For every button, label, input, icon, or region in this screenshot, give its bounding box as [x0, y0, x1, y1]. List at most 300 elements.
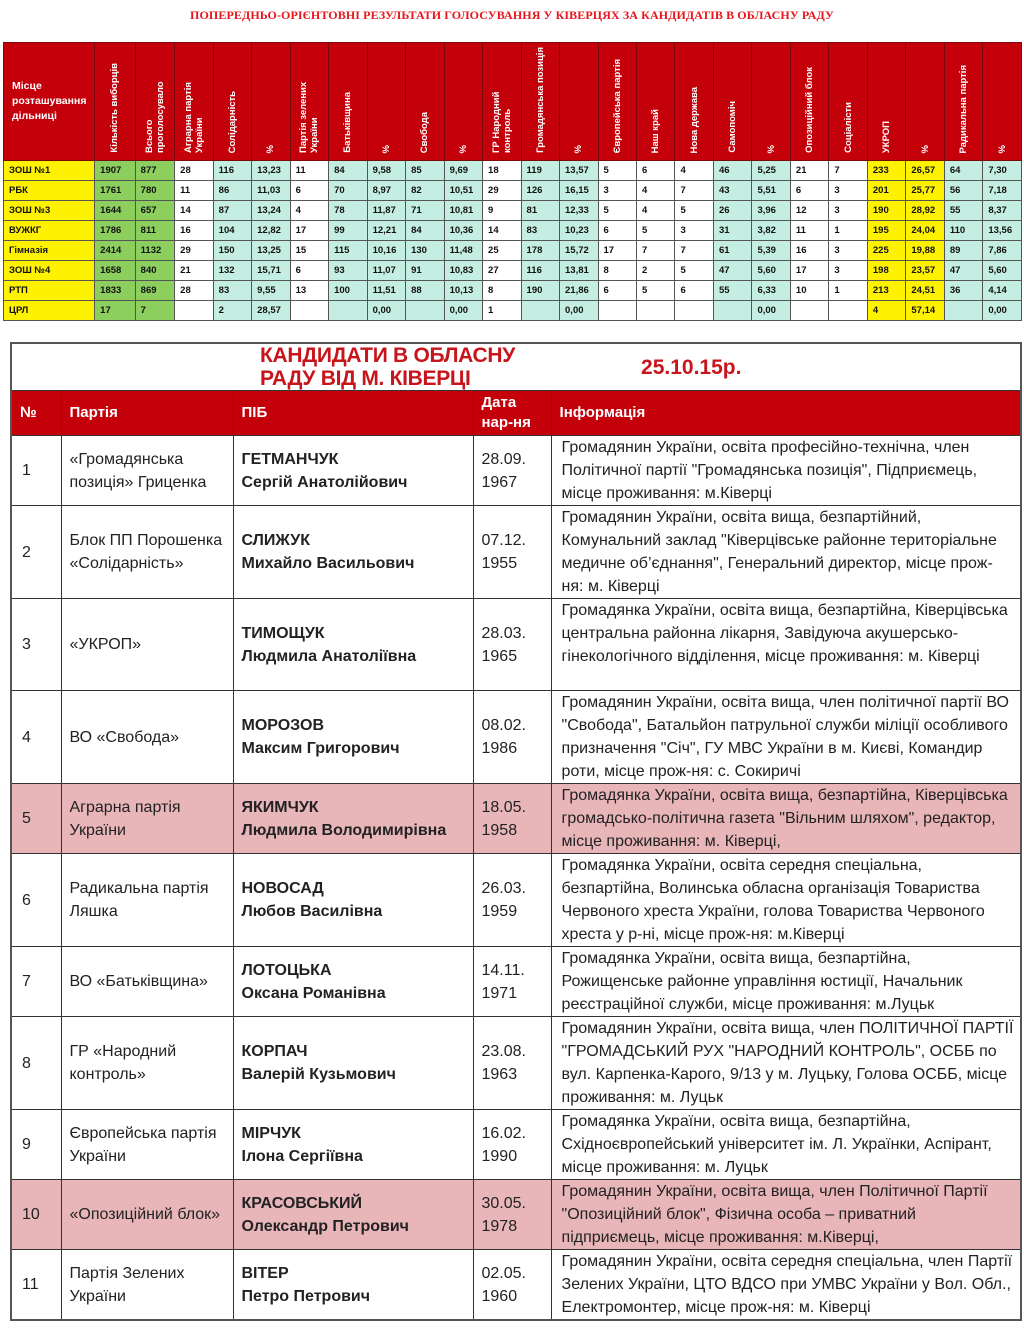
results-cell: 43	[713, 181, 751, 201]
results-cell: 29	[175, 241, 213, 261]
results-cell: 10,81	[444, 201, 482, 221]
polling-station-name: РТП	[4, 281, 95, 301]
results-cell: 78	[329, 201, 367, 221]
results-cell: 5,60	[752, 261, 790, 281]
candidate-dob: 28.09. 1967	[473, 436, 551, 506]
results-cell: 12,33	[560, 201, 598, 221]
results-cell: 61	[713, 241, 751, 261]
results-cell: 6	[290, 181, 328, 201]
results-header-label: Опозиційний блок	[804, 67, 816, 153]
results-header-label: ГР Народний контроль	[490, 91, 513, 153]
results-cell: 99	[329, 221, 367, 241]
candidate-surname: КРАСОВСЬКИЙ	[241, 1194, 363, 1212]
results-header-label: УКРОП	[881, 120, 893, 153]
page-title: ПОПЕРЕДНЬО-ОРІЄНТОВНІ РЕЗУЛЬТАТИ ГОЛОСУВАННЯ У КІВЕРЦЯХ ЗА КАНДИДАТІВ В ОБЛАСНУ РАДУ	[190, 8, 834, 22]
results-header-label: Аграрна партія України	[182, 82, 205, 153]
candidates-header-row	[11, 391, 1021, 436]
results-header-label: Партія зелених України	[298, 81, 321, 153]
results-row	[4, 181, 1022, 201]
results-cell: 195	[867, 221, 905, 241]
results-header-col	[95, 43, 136, 161]
results-cell: 840	[135, 261, 175, 281]
results-cell: 23,57	[906, 261, 944, 281]
results-cell: 811	[135, 221, 175, 241]
candidate-name	[233, 506, 473, 599]
candidate-party: Радикальна партія Ляшка	[61, 854, 233, 947]
results-cell: 4	[675, 161, 713, 181]
results-cell: 15	[290, 241, 328, 261]
results-cell: 27	[483, 261, 521, 281]
results-cell: 1833	[95, 281, 136, 301]
results-cell: 119	[521, 161, 559, 181]
results-cell: 24,51	[906, 281, 944, 301]
results-cell: 64	[944, 161, 982, 181]
results-cell: 10,13	[444, 281, 482, 301]
results-row	[4, 301, 1022, 321]
candidate-name	[233, 1017, 473, 1110]
results-cell	[329, 301, 367, 321]
candidate-surname: КОРПАЧ	[241, 1043, 308, 1060]
results-cell: 7,18	[983, 181, 1022, 201]
candidates-date	[551, 343, 1021, 391]
candidate-row	[11, 1250, 1021, 1321]
candidate-info: Громадянка України, освіта середня спеціальна, безпартійна, Волинська обласна організація Товариства Червоного хреста України, голова Товариства Червоного хреста у р-ні, місце прож-ня: м.Ківерці	[551, 854, 1021, 947]
results-cell: 9,55	[252, 281, 290, 301]
results-cell: 26,57	[906, 161, 944, 181]
candidate-given-names: Людмила Володимирівна	[241, 821, 447, 839]
results-header-label: %	[573, 144, 585, 153]
candidate-info: Громадянин України, освіта професійно-технічна, член Політичної партії "Громадянська позиція", Підприємець, місце проживання: м.Ківерці	[551, 436, 1021, 506]
results-cell: 21,86	[560, 281, 598, 301]
candidate-name	[233, 599, 473, 691]
results-cell: 5,25	[752, 161, 790, 181]
candidate-number: 11	[11, 1250, 61, 1321]
results-cell: 5,51	[752, 181, 790, 201]
results-cell	[406, 301, 444, 321]
candidate-row	[11, 947, 1021, 1017]
candidate-party: «УКРОП»	[61, 599, 233, 691]
results-cell: 198	[867, 261, 905, 281]
results-cell: 55	[944, 201, 982, 221]
header-name: ПІБ	[233, 391, 473, 436]
results-cell: 115	[329, 241, 367, 261]
results-cell: 25,77	[906, 181, 944, 201]
candidate-given-names: Оксана Романівна	[241, 984, 386, 1002]
results-cell: 150	[213, 241, 251, 261]
results-cell: 11	[290, 161, 328, 181]
candidate-info: Громадянин України, освіта вища, член політичної партії ВО "Свобода", Батальйон патрульної служби міліції особливого призначення "Січ", ГУ МВС України в м. Києві, Командир роти, місце прож-ня: с. Сокиричі	[551, 691, 1021, 784]
candidate-given-names: Олександр Петрович	[241, 1217, 409, 1235]
results-cell: 15,71	[252, 261, 290, 281]
results-cell: 130	[406, 241, 444, 261]
candidate-name	[233, 691, 473, 784]
results-table	[3, 42, 1022, 321]
results-cell	[290, 301, 328, 321]
results-header-label: Громадянська позиція	[534, 47, 546, 153]
candidate-dob: 07.12. 1955	[473, 506, 551, 599]
results-cell: 110	[944, 221, 982, 241]
results-cell: 1644	[95, 201, 136, 221]
results-cell: 104	[213, 221, 251, 241]
results-cell: 93	[329, 261, 367, 281]
results-cell: 5	[636, 281, 674, 301]
results-cell	[944, 301, 982, 321]
results-row	[4, 201, 1022, 221]
results-cell: 16,15	[560, 181, 598, 201]
results-cell: 877	[135, 161, 175, 181]
results-cell: 10	[790, 281, 828, 301]
results-cell: 13	[290, 281, 328, 301]
results-cell: 5	[636, 221, 674, 241]
polling-station-name: ЦРЛ	[4, 301, 95, 321]
results-cell: 8,97	[367, 181, 405, 201]
results-cell: 17	[95, 301, 136, 321]
results-cell: 21	[175, 261, 213, 281]
results-cell: 7,30	[983, 161, 1022, 181]
candidate-party: Європейська партія України	[61, 1110, 233, 1180]
results-row	[4, 161, 1022, 181]
candidate-name	[233, 784, 473, 854]
results-header-label: Соціалісти	[842, 102, 854, 153]
results-cell: 11	[175, 181, 213, 201]
results-cell: 19,88	[906, 241, 944, 261]
results-cell: 13,56	[983, 221, 1022, 241]
results-cell: 0,00	[983, 301, 1022, 321]
results-cell: 4,14	[983, 281, 1022, 301]
results-cell: 5,60	[983, 261, 1022, 281]
results-cell: 13,57	[560, 161, 598, 181]
results-cell: 116	[521, 261, 559, 281]
results-cell: 1786	[95, 221, 136, 241]
candidate-party: ВО «Батьківщина»	[61, 947, 233, 1017]
candidate-given-names: Сергій Анатолійович	[241, 473, 408, 491]
candidate-info: Громадянка України, освіта вища, безпартійна, Ківерцівська центральна районна лікарня, Завідуюча акушерсько-гінекологічного відділення, місце проживання: м. Ківерці	[551, 599, 1021, 691]
results-header-col	[135, 43, 175, 161]
candidates-table	[10, 342, 1022, 1321]
results-cell: 47	[713, 261, 751, 281]
results-cell: 9	[483, 201, 521, 221]
candidate-row	[11, 506, 1021, 599]
results-header-label: Європейська партія	[611, 58, 623, 153]
candidate-name	[233, 1180, 473, 1250]
results-cell: 0,00	[367, 301, 405, 321]
candidate-row	[11, 1180, 1021, 1250]
results-cell: 6	[598, 221, 636, 241]
results-header-label: %	[265, 144, 277, 153]
results-header-col	[252, 43, 290, 161]
candidate-name	[233, 854, 473, 947]
candidate-party: «Опозиційний блок»	[61, 1180, 233, 1250]
candidate-number: 10	[11, 1180, 61, 1250]
results-header-label: Наш край	[650, 108, 662, 153]
candidate-info: Громадянка України, освіта вища, безпартійна, Рожищенське районне управління юстиції, Начальник реєстраційної служби, місце проживання: м.Луцьк	[551, 947, 1021, 1017]
results-cell: 1907	[95, 161, 136, 181]
results-cell: 28	[175, 161, 213, 181]
candidate-number: 2	[11, 506, 61, 599]
results-cell: 5	[675, 261, 713, 281]
results-cell: 869	[135, 281, 175, 301]
candidate-party: ГР «Народний контроль»	[61, 1017, 233, 1110]
results-header-label: %	[919, 144, 931, 153]
results-cell: 24,04	[906, 221, 944, 241]
candidate-surname: ГЕТМАНЧУК	[241, 450, 339, 468]
candidate-surname: МОРОЗОВ	[241, 717, 324, 734]
results-cell: 91	[406, 261, 444, 281]
candidate-party: Блок ПП Порошенка «Солідарність»	[61, 506, 233, 599]
results-cell: 5,39	[752, 241, 790, 261]
results-cell: 178	[521, 241, 559, 261]
header-party: Партія	[61, 391, 233, 436]
results-cell: 28	[175, 281, 213, 301]
results-row	[4, 221, 1022, 241]
candidate-surname: ЛОТОЦЬКА	[241, 961, 332, 979]
results-cell: 11,51	[367, 281, 405, 301]
candidates-date-text: 25.10.15р.	[641, 356, 742, 379]
results-cell: 13,23	[252, 161, 290, 181]
results-cell: 6	[675, 281, 713, 301]
candidate-given-names: Петро Петрович	[241, 1287, 371, 1305]
results-cell: 89	[944, 241, 982, 261]
results-cell: 3	[829, 241, 867, 261]
candidate-given-names: Ілона Сергіївна	[241, 1147, 363, 1165]
results-cell: 16	[790, 241, 828, 261]
results-cell: 5	[598, 201, 636, 221]
candidates-title-row	[11, 343, 1021, 391]
results-cell	[713, 301, 751, 321]
candidate-name	[233, 947, 473, 1017]
results-cell: 55	[713, 281, 751, 301]
results-header-label: Солідарність	[226, 90, 238, 153]
candidate-number: 7	[11, 947, 61, 1017]
candidate-dob: 18.05. 1958	[473, 784, 551, 854]
results-cell: 82	[406, 181, 444, 201]
results-cell: 84	[406, 221, 444, 241]
candidate-given-names: Валерій Кузьмович	[241, 1066, 396, 1083]
results-cell: 6,33	[752, 281, 790, 301]
polling-station-name: ЗОШ №1	[4, 161, 95, 181]
results-cell: 84	[329, 161, 367, 181]
results-cell	[829, 301, 867, 321]
candidate-dob: 02.05. 1960	[473, 1250, 551, 1321]
results-cell: 2	[636, 261, 674, 281]
results-cell: 4	[290, 201, 328, 221]
results-cell: 126	[521, 181, 559, 201]
results-cell: 3	[829, 261, 867, 281]
results-cell: 11	[790, 221, 828, 241]
results-cell: 7,86	[983, 241, 1022, 261]
candidate-dob: 23.08. 1963	[473, 1017, 551, 1110]
results-cell	[175, 301, 213, 321]
results-cell: 6	[636, 161, 674, 181]
results-cell: 13,25	[252, 241, 290, 261]
results-cell: 57,14	[906, 301, 944, 321]
results-cell: 4	[867, 301, 905, 321]
results-cell: 16	[175, 221, 213, 241]
candidate-info: Громадянин України, освіта вища, безпартійний, Комунальний заклад "Ківерцівське районне територіальне медичне об’єднання", Генеральний директор, місце прож-ня: м. Ківерці	[551, 506, 1021, 599]
results-header-label: %	[457, 144, 469, 153]
candidate-surname: ТИМОЩУК	[241, 624, 325, 642]
results-cell: 56	[944, 181, 982, 201]
candidate-dob: 08.02. 1986	[473, 691, 551, 784]
candidate-number: 5	[11, 784, 61, 854]
results-cell	[675, 301, 713, 321]
candidate-party: ВО «Свобода»	[61, 691, 233, 784]
candidate-row	[11, 691, 1021, 784]
results-header-col	[213, 43, 251, 161]
results-header-col	[175, 43, 213, 161]
results-header-col	[329, 43, 367, 161]
results-header-col	[598, 43, 636, 161]
results-cell: 0,00	[444, 301, 482, 321]
results-cell: 2	[213, 301, 251, 321]
results-cell: 81	[521, 201, 559, 221]
results-cell: 10,16	[367, 241, 405, 261]
results-cell: 1	[483, 301, 521, 321]
results-cell: 12,82	[252, 221, 290, 241]
candidate-number: 9	[11, 1110, 61, 1180]
results-cell: 70	[329, 181, 367, 201]
candidate-number: 3	[11, 599, 61, 691]
results-cell: 201	[867, 181, 905, 201]
results-cell: 11,48	[444, 241, 482, 261]
results-cell: 9,58	[367, 161, 405, 181]
results-cell: 3	[675, 221, 713, 241]
results-header-row	[4, 43, 1022, 161]
results-cell: 3,96	[752, 201, 790, 221]
results-cell: 225	[867, 241, 905, 261]
results-header-label: Самопоміч	[727, 101, 739, 153]
results-header-col	[406, 43, 444, 161]
results-cell: 8	[483, 281, 521, 301]
candidate-row	[11, 784, 1021, 854]
results-cell: 10,36	[444, 221, 482, 241]
results-cell	[636, 301, 674, 321]
results-header-col	[521, 43, 559, 161]
results-cell: 6	[290, 261, 328, 281]
results-cell: 83	[213, 281, 251, 301]
results-cell: 13,81	[560, 261, 598, 281]
results-cell: 7	[636, 241, 674, 261]
results-cell: 86	[213, 181, 251, 201]
results-header-col	[367, 43, 405, 161]
results-header-col	[829, 43, 867, 161]
results-cell: 8,37	[983, 201, 1022, 221]
results-cell: 2414	[95, 241, 136, 261]
results-header-col	[944, 43, 982, 161]
results-cell: 11,03	[252, 181, 290, 201]
results-cell: 190	[867, 201, 905, 221]
results-row	[4, 281, 1022, 301]
results-cell: 1132	[135, 241, 175, 261]
results-header-label: Нова держава	[688, 86, 700, 153]
candidate-name	[233, 436, 473, 506]
candidate-surname: НОВОСАД	[241, 880, 324, 897]
results-cell: 233	[867, 161, 905, 181]
candidate-surname: МІРЧУК	[241, 1124, 301, 1142]
results-cell: 10,83	[444, 261, 482, 281]
results-cell: 10,51	[444, 181, 482, 201]
results-header-label: %	[996, 144, 1008, 153]
results-header-label: %	[380, 144, 392, 153]
candidate-party: Аграрна партія України	[61, 784, 233, 854]
results-cell: 47	[944, 261, 982, 281]
results-header-label: %	[765, 144, 777, 153]
results-cell: 0,00	[752, 301, 790, 321]
results-cell: 7	[675, 181, 713, 201]
results-header-location: Місце розташування дільниці	[4, 43, 95, 161]
candidates-title: КАНДИДАТИ В ОБЛАСНУ РАДУ ВІД М. КІВЕРЦІ	[11, 343, 551, 391]
candidate-party: Партія Зелених України	[61, 1250, 233, 1321]
candidate-dob: 26.03. 1959	[473, 854, 551, 947]
results-cell: 88	[406, 281, 444, 301]
polling-station-name: ВУЖКГ	[4, 221, 95, 241]
header-dob: Дата нар-ня	[473, 391, 551, 436]
results-row	[4, 241, 1022, 261]
results-cell: 4	[636, 181, 674, 201]
results-cell: 7	[135, 301, 175, 321]
results-cell: 6	[598, 281, 636, 301]
candidate-surname: СЛИЖУК	[241, 532, 310, 549]
results-header-label: Всього проголосувало	[143, 81, 166, 153]
results-cell: 116	[213, 161, 251, 181]
candidate-row	[11, 599, 1021, 691]
polling-station-name: РБК	[4, 181, 95, 201]
candidate-row	[11, 1110, 1021, 1180]
results-cell: 13,24	[252, 201, 290, 221]
candidate-party: «Громадянська позиція» Гриценка	[61, 436, 233, 506]
results-cell: 190	[521, 281, 559, 301]
candidate-info: Громадянин України, освіта вища, член ПОЛІТИЧНОЇ ПАРТІЇ "ГРОМАДСЬКИЙ РУХ "НАРОДНИЙ КОНТРОЛЬ", ОСББ по вул. Карпенка-Карого, 9/13 у м. Луцьку, Голова ОСББ, місце проживання: м. Луцьк	[551, 1017, 1021, 1110]
results-header-label: Батьківщина	[342, 92, 354, 153]
results-cell: 26	[713, 201, 751, 221]
results-cell: 132	[213, 261, 251, 281]
results-cell: 6	[790, 181, 828, 201]
candidate-number: 1	[11, 436, 61, 506]
candidate-given-names: Михайло Васильович	[241, 555, 415, 572]
results-cell: 5	[598, 161, 636, 181]
results-cell: 17	[290, 221, 328, 241]
results-header-col	[867, 43, 905, 161]
results-header-col	[790, 43, 828, 161]
results-cell: 11,87	[367, 201, 405, 221]
results-cell	[598, 301, 636, 321]
results-header-col	[983, 43, 1022, 161]
results-cell: 28,57	[252, 301, 290, 321]
results-cell: 3	[829, 181, 867, 201]
candidate-dob: 16.02. 1990	[473, 1110, 551, 1180]
results-cell: 213	[867, 281, 905, 301]
results-header-col	[483, 43, 521, 161]
candidate-name	[233, 1110, 473, 1180]
results-header-label: Кількість виборців	[109, 63, 121, 153]
results-header-label: Радикальна партія	[958, 64, 970, 153]
results-header-col	[713, 43, 751, 161]
candidate-info: Громадянка України, освіта вища, безпартійна, Ківерцівська громадсько-політична газета "Вільним шляхом", редактор, місце проживання: м. Ківерці,	[551, 784, 1021, 854]
candidate-surname: ВІТЕР	[241, 1264, 289, 1282]
results-header-col	[560, 43, 598, 161]
results-row	[4, 261, 1022, 281]
results-cell: 36	[944, 281, 982, 301]
candidate-dob: 30.05. 1978	[473, 1180, 551, 1250]
candidate-row	[11, 436, 1021, 506]
results-cell: 18	[483, 161, 521, 181]
results-cell: 12,21	[367, 221, 405, 241]
candidate-dob: 28.03. 1965	[473, 599, 551, 691]
results-cell: 83	[521, 221, 559, 241]
results-cell: 1	[829, 221, 867, 241]
results-cell: 0,00	[560, 301, 598, 321]
candidate-name	[233, 1250, 473, 1321]
